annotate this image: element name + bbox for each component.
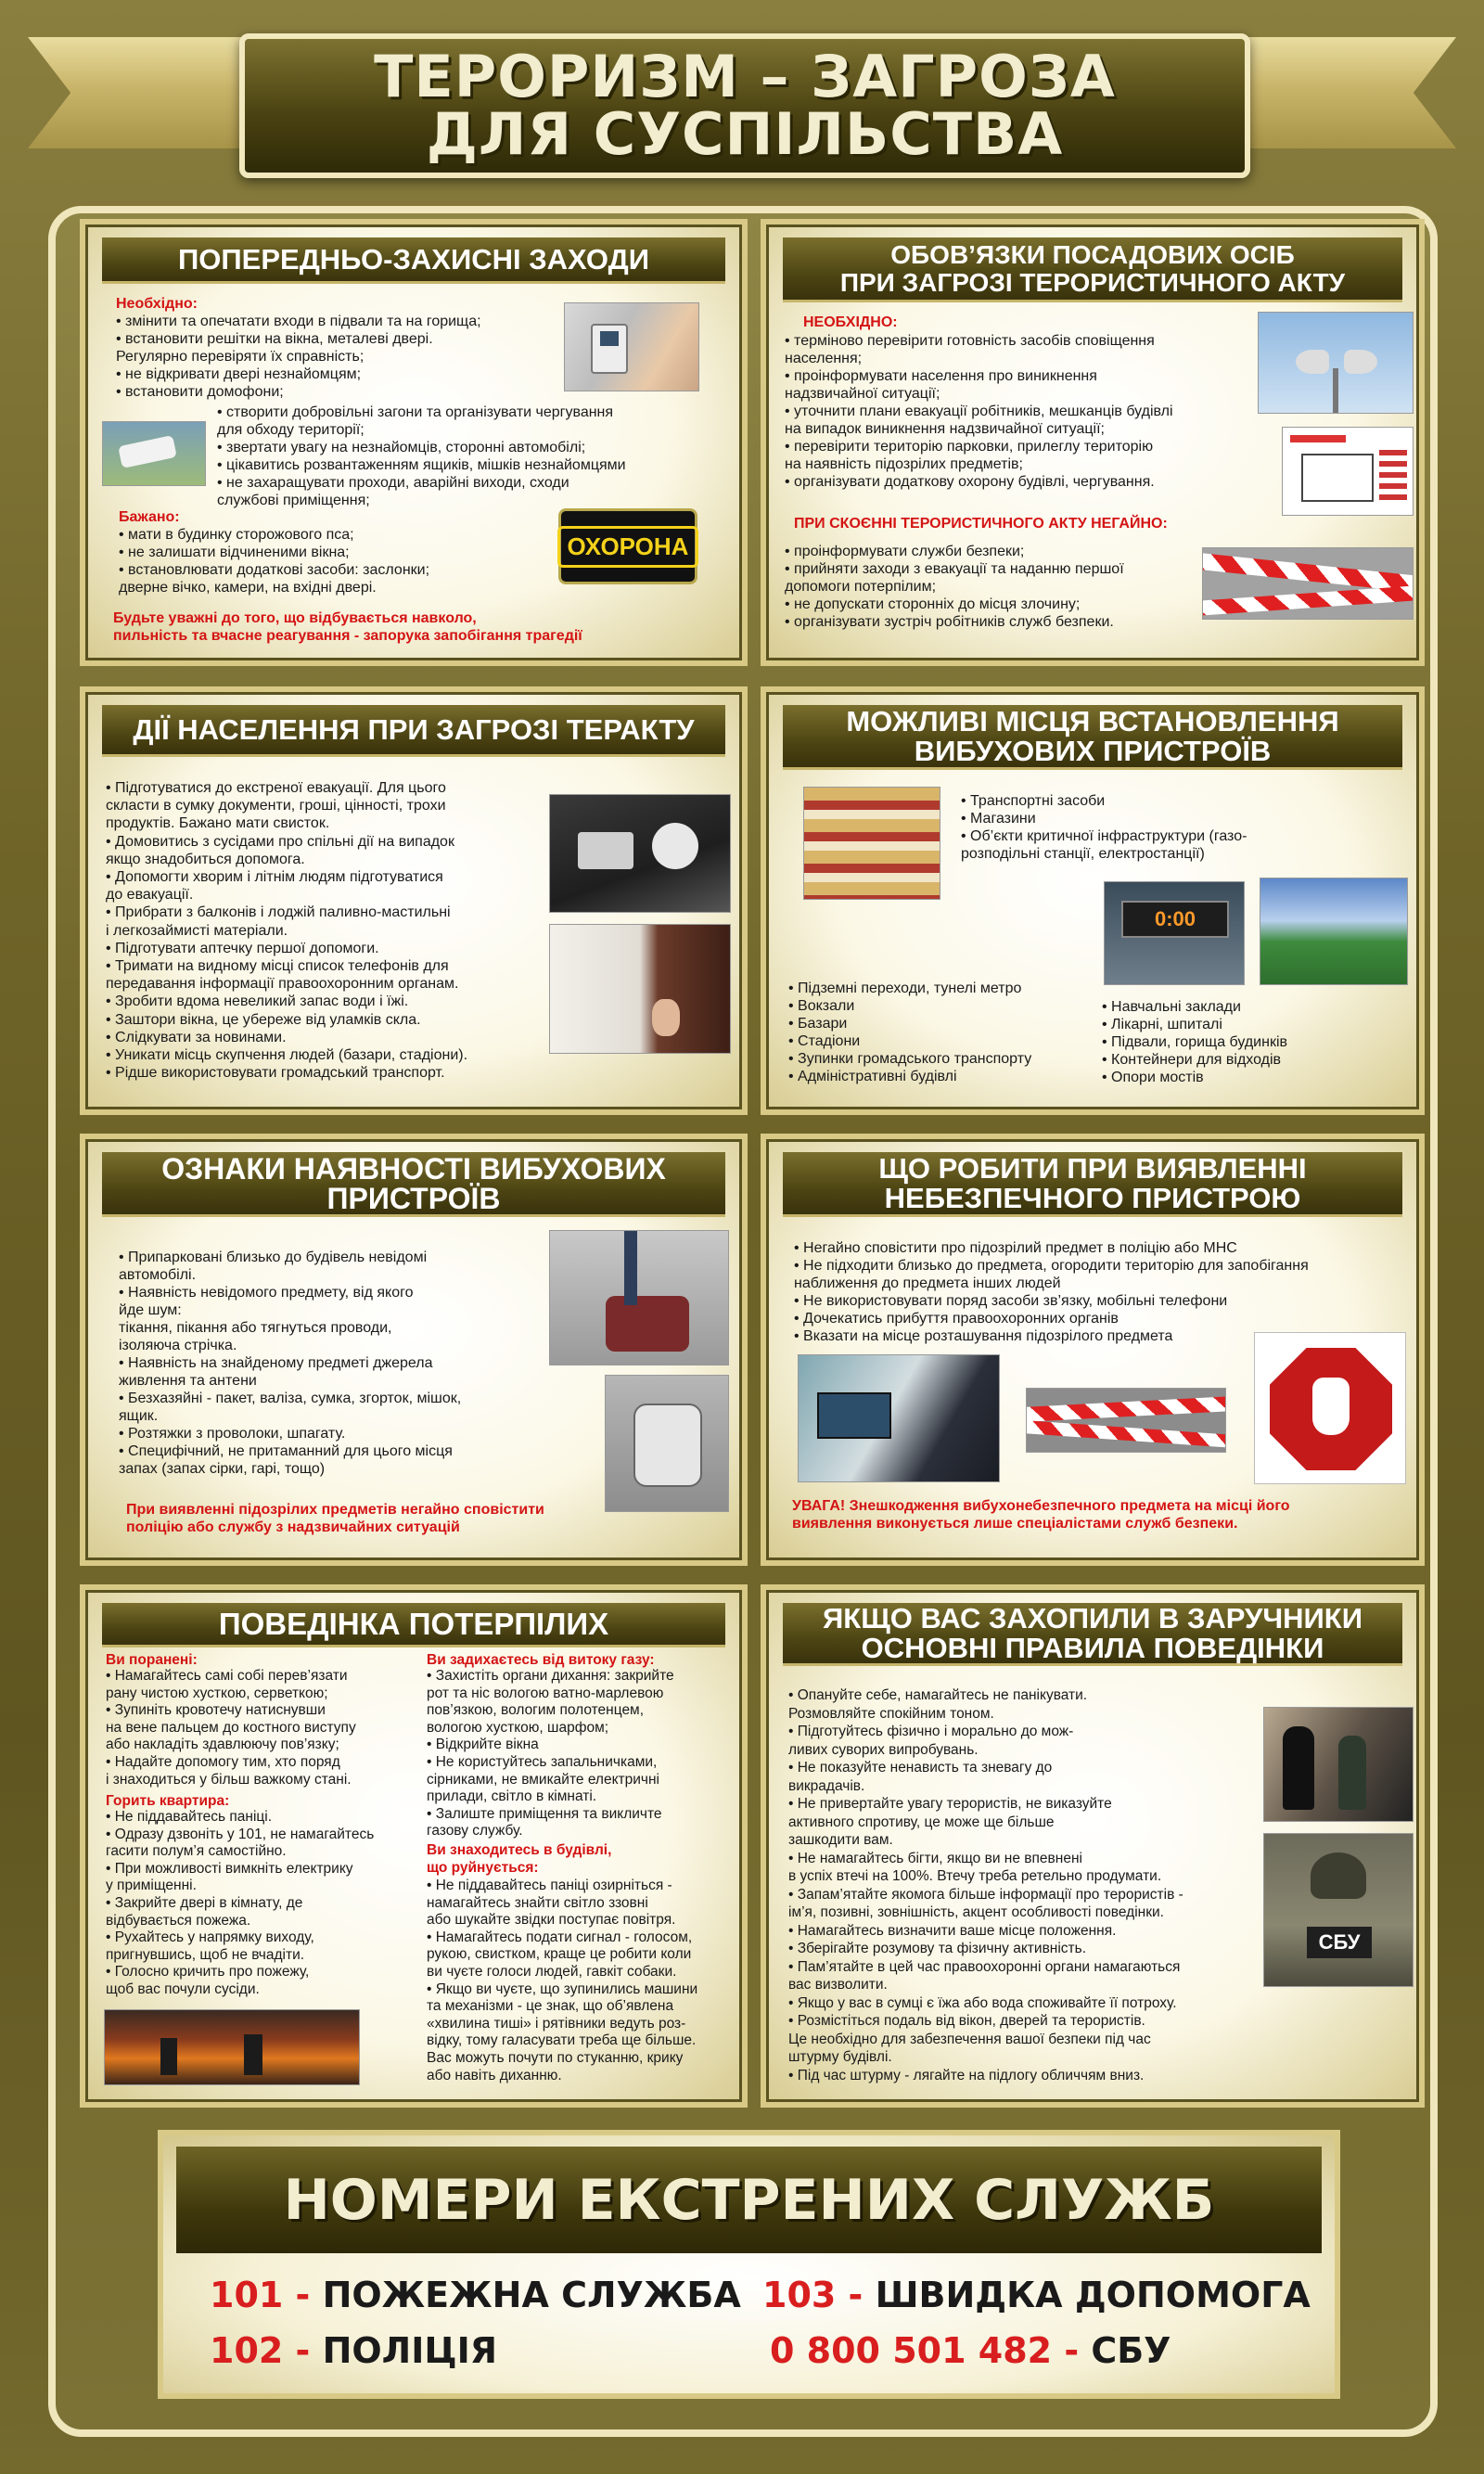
backpack-image [605, 1375, 729, 1512]
text-line: • Рідше використовувати громадський транспорт. [106, 1065, 445, 1082]
text-line: пов’язкою, вологим полотенцем, [427, 1702, 645, 1719]
text-line: • Підвали, горища будинків [1102, 1034, 1287, 1050]
collapse-label [427, 1842, 611, 1877]
panel-title: ПОПЕРЕДНЬО-ЗАХИСНІ ЗАХОДИ [102, 237, 725, 284]
text-line: на випадок виникнення надзвичайної ситуації; [785, 421, 1105, 437]
police-number: 102 - ПОЛІЦІЯ [210, 2330, 498, 2371]
sbu-badge: СБУ [1307, 1927, 1372, 1958]
duties-list-a [785, 332, 1173, 491]
emergency-title: НОМЕРИ ЕКСТРЕНИХ СЛУЖБ [283, 2167, 1215, 2233]
text-line: • Не показуйте ненависть та зневагу до [788, 1760, 1053, 1775]
text-line: • Одразу дзвоніть у 101, не намагайтесь [106, 1826, 375, 1842]
text-line: якщо знадобиться допомога. [106, 851, 305, 867]
text-line: • Рухайтесь у напрямку виходу, [106, 1929, 314, 1946]
text-line: • Під час штурму - лягайте на підлогу обличчям вниз. [788, 2067, 1145, 2083]
text-line: • Зберігайте розумову та фізичну активність. [788, 1941, 1087, 1956]
text-line: запах (запах сірки, гарі, тощо) [119, 1461, 326, 1477]
text-line: рукою, свистком, краще це робити коли [427, 1946, 692, 1963]
text-line: • Прибрати з балконів і лоджій паливно-мастильні [106, 904, 451, 921]
text-line: • уточнити плани евакуації робітників, мешканців будівлі [785, 404, 1173, 419]
text-line: активного спротиву, це може ще більше [788, 1814, 1055, 1830]
fire-service-number: 101 - ПОЖЕЖНА СЛУЖБА [210, 2275, 741, 2315]
text-line: дверне вічко, камери, на вхідні двері. [119, 580, 377, 596]
text-line: • не залишати відчиненими вікна; [119, 545, 350, 560]
preventive-list-a [116, 313, 481, 401]
text-line: • Пам’ятайте в цей час правоохоронні органи намагаються [788, 1958, 1181, 1975]
text-line: йде шум: [119, 1302, 182, 1318]
cctv-camera-image [102, 421, 206, 486]
text-line: штурму будівлі. [788, 2049, 892, 2065]
text-line: • проінформувати населення про виникнення [785, 368, 1097, 384]
text-line: відбувається пожежа. [106, 1912, 251, 1929]
barrier-tape-image [1026, 1388, 1226, 1453]
locations-list-left [788, 980, 1031, 1085]
text-line: прилади, світло в кімнаті. [427, 1788, 597, 1805]
text-line: службові приміщення; [217, 493, 370, 508]
text-line: • Не використовувати поряд засоби зв’язку, мобільні телефони [794, 1293, 1228, 1309]
panel-explosive-signs [80, 1134, 748, 1566]
police-operator-image [798, 1354, 1000, 1482]
curtain-window-image [549, 924, 731, 1054]
text-line: • не допускати сторонніх до місця злочину; [785, 596, 1081, 612]
text-line: в успіх втечі на 100%. Втечу треба ретельно продумати. [788, 1868, 1162, 1884]
text-line: автомобілі. [119, 1267, 197, 1283]
necessary-label: НЕОБХІДНО: [803, 314, 898, 330]
text-line: до евакуації. [106, 887, 194, 904]
text-line: сірниками, не вмикайте електричні [427, 1771, 659, 1788]
gas-label: Ви задихаєтесь від витоку газу: [427, 1652, 655, 1668]
text-line: • створити добровільні загони та організувати чергування [217, 404, 614, 420]
text-line: • Специфічний, не притаманний для цього місця [119, 1443, 453, 1459]
hostage-scene-image [1263, 1707, 1414, 1822]
panel-title: ОЗНАКИ НАЯВНОСТІ ВИБУХОВИХ ПРИСТРОЇВ [102, 1152, 725, 1217]
panel-officials-duties [761, 219, 1425, 666]
panel-title: ОБОВ’ЯЗКИ ПОСАДОВИХ ОСІБ ПРИ ЗАГРОЗІ ТЕРОРИСТИЧНОГО АКТУ [783, 237, 1402, 302]
text-line: • встановити домофони; [116, 384, 284, 400]
text-line: • проінформувати служби безпеки; [785, 544, 1025, 559]
text-line: • Надайте допомогу тим, хто поряд [106, 1753, 340, 1770]
text-line: • Припарковані близько до будівель невідомі [119, 1250, 428, 1265]
text-line: ізоляюча стрічка. [119, 1338, 237, 1353]
text-line: • Намагайтесь подати сигнал - голосом, [427, 1929, 693, 1945]
barrier-tape-image [1202, 547, 1414, 620]
text-line: «хвилина тиші» і рятівники ведуть роз- [427, 2015, 686, 2032]
text-line: вас визволити. [788, 1977, 888, 1993]
text-line: • Не підходити близько до предмета, огородити територію для запобігання [794, 1258, 1309, 1274]
text-line: • встановити решітки на вікна, металеві двері. [116, 331, 433, 347]
text-line: • Відкрийте вікна [427, 1737, 539, 1753]
text-line: • Наявність невідомого предмету, від якого [119, 1285, 414, 1301]
text-line: відку, тому галасувати треба ще більше. [427, 2032, 697, 2049]
panel-hostage-rules [761, 1584, 1425, 2108]
evacuation-plan-image [1282, 427, 1414, 516]
text-line: • Не намагайтесь бігти, якщо ви не впевнені [788, 1850, 1082, 1866]
panel-title: ПОВЕДІНКА ПОТЕРПІЛИХ [102, 1603, 725, 1647]
text-line: • Вказати на місце розташування підозрілого предмета [794, 1328, 1173, 1344]
text-line: • Уникати місць скупчення людей (базари, стадіони). [106, 1047, 468, 1064]
text-line: • Допомогти хворим і літнім людям підготуватися [106, 869, 443, 886]
text-line: • Опануйте себе, намагайтесь не панікувати. [788, 1687, 1088, 1703]
text-line: • Зупинки громадського транспорту [788, 1051, 1032, 1067]
text-line: газову службу. [427, 1823, 523, 1839]
text-line: на наявність підозрілих предметів; [785, 456, 1023, 472]
injured-list [106, 1668, 356, 1788]
text-line: розподільні станції, електростанції) [961, 846, 1205, 862]
panel-title: ДІЇ НАСЕЛЕННЯ ПРИ ЗАГРОЗІ ТЕРАКТУ [102, 705, 725, 757]
text-line: пригнувшись, щоб не вчадіти. [106, 1946, 305, 1963]
preventive-list-c [119, 526, 429, 596]
panel-population-actions [80, 686, 748, 1115]
text-line: • перевірити територію парковки, прилеглу територію [785, 439, 1154, 455]
text-line: ви чуєте голоси людей, гавкіт собаки. [427, 1963, 677, 1980]
siren-image [1258, 312, 1414, 414]
emergency-numbers-box [158, 2130, 1340, 2399]
text-line: • Якщо у вас в сумці є їжа або вода споживайте її потроху. [788, 1994, 1177, 2011]
text-line: • Не привертайте увагу терористів, не виказуйте [788, 1796, 1112, 1812]
fire-label: Горить квартира: [106, 1793, 230, 1809]
device-warning [792, 1497, 1290, 1532]
text-line: • Підземні переходи, тунелі метро [788, 981, 1022, 996]
text-line: для обходу території; [217, 422, 365, 438]
population-actions-list [106, 779, 467, 1082]
text-line: або шукайте звідки поступає повітря. [427, 1912, 676, 1929]
text-line: у приміщенні. [106, 1878, 197, 1894]
text-line: • Підготувати аптечку першої допомоги. [106, 940, 379, 956]
text-line: • Базари [788, 1016, 848, 1032]
text-line: • змінити та опечатати входи в підвали та на горища; [116, 314, 481, 329]
station-board-image: 0:00 [1104, 881, 1245, 985]
text-line: • Не піддавайтесь паніці озирніться - [427, 1878, 672, 1893]
text-line: • Підготуватися до екстреної евакуації. Для цього [106, 780, 446, 796]
text-line: • Розмістіться подаль від вікон, дверей та терористів. [788, 2013, 1145, 2029]
text-line: Розмовляйте спокійним тоном. [788, 1705, 994, 1722]
text-line: • Заштори вікна, це убереже від уламків скла. [106, 1011, 421, 1028]
duties-list-b [785, 543, 1124, 631]
text-line: виявлення виконується лише спеціалістами служб безпеки. [792, 1516, 1238, 1532]
text-line: • Адміністративні будівлі [788, 1069, 957, 1084]
text-line: • Розтяжки з проволоки, шпагату. [119, 1426, 346, 1442]
text-line: і знаходиться у більш важкому стані. [106, 1771, 352, 1788]
text-line: населення; [785, 351, 863, 366]
text-line: • Об’єкти критичної інфраструктури (газо- [961, 828, 1247, 844]
vigilance-warning [113, 609, 582, 645]
text-line: • Голосно кричить про пожежу, [106, 1964, 310, 1980]
text-line: Це необхідно для забезпечення вашої безпеки під час [788, 2031, 1151, 2047]
text-line: УВАГА! Знешкодження вибухонебезпечного предмета на місці його [792, 1498, 1290, 1514]
text-line: • Тримати на видному місці список телефонів для [106, 958, 449, 975]
emergency-bag-image [549, 794, 731, 913]
text-line: Ви знаходитесь в будівлі, [427, 1842, 612, 1858]
necessary-label: Необхідно: [116, 296, 198, 312]
desired-label: Бажано: [119, 509, 180, 525]
text-line: ящик. [119, 1408, 159, 1424]
text-line: • Підготуйтесь фізично і морально до мож- [788, 1724, 1074, 1739]
text-line: • Вокзали [788, 998, 855, 1014]
panel-title: ЯКЩО ВАС ЗАХОПИЛИ В ЗАРУЧНИКИ ОСНОВНІ ПРАВИЛА ПОВЕДІНКИ [783, 1603, 1402, 1666]
text-line: що руйнується: [427, 1859, 539, 1876]
text-line: наближення до предмета інших людей [794, 1275, 1061, 1291]
text-line: ливих суворих випробувань. [788, 1741, 979, 1758]
text-line: ім’я, позивні, зовнішність, акцент особливості поведінки. [788, 1904, 1164, 1920]
text-line: або навіть диханню. [427, 2067, 562, 2083]
text-line: • Навчальні заклади [1102, 999, 1241, 1015]
text-line: • Лікарні, шпиталі [1102, 1017, 1222, 1032]
text-line: • не відкривати двері незнайомцям; [116, 366, 362, 382]
fire-list [106, 1809, 374, 1999]
text-line: допомоги потерпілим; [785, 579, 937, 595]
text-line: • Транспортні засоби [961, 793, 1106, 809]
text-line: • Магазини [961, 811, 1036, 827]
text-line: рану чистою хусткою, серветкою; [106, 1685, 328, 1701]
stop-sign-image [1254, 1332, 1406, 1484]
hostage-rules-list [788, 1686, 1183, 2084]
text-line: • Зробити вдома невеликий запас води і їжі. [106, 993, 409, 1010]
text-line: продуктів. Бажано мати свисток. [106, 815, 330, 832]
sbu-soldier-image [1263, 1833, 1414, 1987]
text-line: • Намагайтесь самі собі перев’язати [106, 1668, 348, 1684]
panel-title: МОЖЛИВІ МІСЦЯ ВСТАНОВЛЕННЯ ВИБУХОВИХ ПРИСТРОЇВ [783, 705, 1402, 770]
text-line: • встановлювати додаткові засоби: заслонки; [119, 562, 430, 578]
title-line-1: ТЕРОРИЗМ – ЗАГРОЗА [374, 43, 1116, 110]
text-line: • Контейнери для відходів [1102, 1052, 1282, 1068]
store-shelves-image [803, 787, 940, 900]
text-line: • Опори мостів [1102, 1070, 1204, 1085]
text-line: • мати в будинку сторожового пса; [119, 527, 354, 543]
text-line: на вене пальцем до костного виступу [106, 1719, 356, 1736]
text-line: скласти в сумку документи, гроші, цінності, трохи [106, 798, 446, 814]
text-line: • Наявність на знайденому предметі джерела [119, 1355, 433, 1371]
text-line: надзвичайної ситуації; [785, 386, 940, 402]
text-line: • При можливості вимкніть електрику [106, 1860, 353, 1877]
text-line: • цікавитись розвантаженням ящиків, мішків незнайомцями [217, 457, 626, 473]
text-line: • Намагайтесь визначити ваше місце положення. [788, 1922, 1117, 1939]
text-line: щоб вас почули сусіди. [106, 1980, 260, 1997]
text-line: рот та ніс вологою ватно-марлевою [427, 1685, 664, 1701]
text-line: При виявленні підозрілих предметів негайно сповістити [126, 1502, 544, 1518]
text-line: • не захаращувати проходи, аварійні виходи, сходи [217, 475, 569, 491]
text-line: • звертати увагу на незнайомців, сторонні автомобілі; [217, 440, 586, 455]
firefighters-image [104, 2009, 360, 2085]
injured-label: Ви поранені: [106, 1652, 198, 1668]
title-line-2: ДЛЯ СУСПІЛЬСТВА [426, 100, 1064, 168]
text-line: та механізми - це знак, що об’явлена [427, 1998, 674, 2015]
text-line: Будьте уважні до того, що відбувається навколо, [113, 610, 477, 626]
text-line: і легкозаймисті матеріали. [106, 922, 288, 939]
collapse-list [427, 1878, 697, 2084]
text-line: передавання інформації правоохоронним органам. [106, 976, 459, 993]
text-line: • організувати додаткову охорону будівлі, чергування. [785, 474, 1155, 490]
text-line: • Закрийте двері в кімнату, де [106, 1894, 303, 1911]
terror-act-subhead: ПРИ СКОЄННІ ТЕРОРИСТИЧНОГО АКТУ НЕГАЙНО: [794, 516, 1168, 532]
security-sign: ОХОРОНА [558, 508, 697, 584]
explosive-warning [126, 1501, 544, 1536]
text-line: • прийняти заходи з евакуації та наданню першої [785, 561, 1124, 577]
gas-list [427, 1668, 674, 1840]
stadium-image [1260, 878, 1408, 985]
text-line: тікання, пікання або тягнуться проводи, [119, 1320, 392, 1336]
panel-possible-locations [761, 686, 1425, 1115]
emergency-title-plate [176, 2147, 1322, 2253]
text-line: • організувати зустріч робітників служб безпеки. [785, 614, 1114, 630]
panel-preventive-measures [80, 219, 748, 666]
intercom-image [564, 302, 699, 391]
text-line: або накладіть здавлюючу пов’язку; [106, 1737, 339, 1753]
abandoned-bag-image [549, 1230, 729, 1365]
text-line: поліцію або службу з надзвичайних ситуацій [126, 1519, 460, 1535]
locations-list-top [961, 792, 1247, 863]
text-line: • Безхазяйні - пакет, валіза, сумка, згорток, мішок, [119, 1391, 462, 1406]
text-line: • Дочекатись прибуття правоохоронних органів [794, 1311, 1119, 1327]
text-line: • Якщо ви чуєте, що зупинились машини [427, 1980, 698, 1997]
page-title [239, 33, 1250, 178]
text-line: • Зупиніть кровотечу натиснувши [106, 1702, 326, 1719]
preventive-list-b [217, 404, 626, 509]
text-line: Вас можуть почути по стуканню, крику [427, 2049, 684, 2066]
text-line: • Не піддавайтесь паніці. [106, 1809, 273, 1825]
device-actions-list [794, 1239, 1309, 1345]
text-line: пильність та вчасне реагування - запорука запобігання трагедії [113, 628, 582, 644]
text-line: • Залиште приміщення та викличте [427, 1805, 662, 1822]
text-line: викрадачів. [788, 1777, 865, 1794]
explosive-signs-list [119, 1249, 461, 1478]
locations-list-right [1102, 998, 1287, 1086]
text-line: живлення та антени [119, 1373, 257, 1389]
text-line: • терміново перевірити готовність засобів сповіщення [785, 333, 1155, 349]
panel-dangerous-device [761, 1134, 1425, 1566]
ambulance-number: 103 - ШВИДКА ДОПОМОГА [762, 2275, 1311, 2315]
text-line: • Запам’ятайте якомога більше інформації про терористів - [788, 1886, 1183, 1903]
text-line: Регулярно перевіряти їх справність; [116, 349, 365, 365]
text-line: • Стадіони [788, 1033, 861, 1049]
text-line: зашкодити вам. [788, 1832, 893, 1848]
text-line: намагайтесь знайти світло ззовні [427, 1894, 648, 1911]
text-line: • Не користуйтесь запальничками, [427, 1753, 658, 1770]
text-line: вологою хусткою, шарфом; [427, 1719, 609, 1736]
text-line: • Слідкувати за новинами. [106, 1029, 287, 1045]
text-line: • Домовитись з сусідами про спільні дії на випадок [106, 833, 454, 850]
panel-victims-behavior [80, 1584, 748, 2108]
text-line: гасити полум’я самостійно. [106, 1843, 287, 1860]
text-line: • Негайно сповістити про підозрілий предмет в поліцію або МНС [794, 1240, 1237, 1256]
panel-title: ЩО РОБИТИ ПРИ ВИЯВЛЕННІ НЕБЕЗПЕЧНОГО ПРИСТРОЮ [783, 1152, 1402, 1217]
sbu-number: 0 800 501 482 - СБУ [770, 2330, 1171, 2371]
text-line: • Захистіть органи дихання: закрийте [427, 1668, 674, 1684]
